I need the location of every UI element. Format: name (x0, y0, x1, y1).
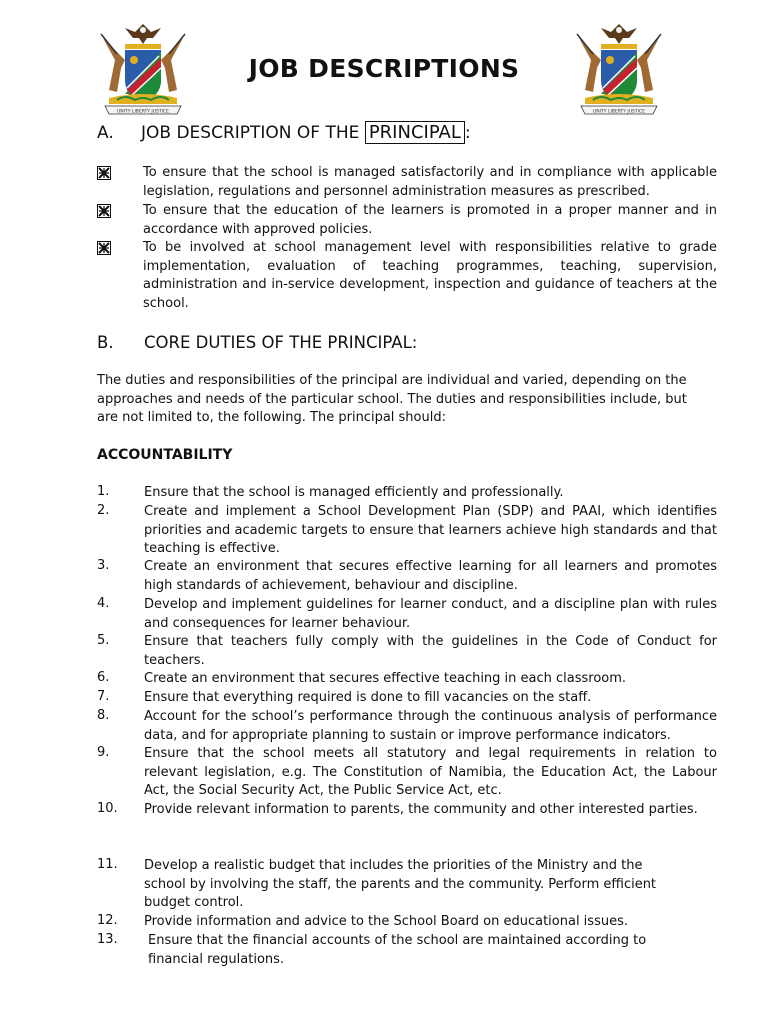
bullet-item (97, 164, 717, 201)
item-number: 1. (97, 484, 110, 499)
item-text: Create an environment that secures effective teaching in each classroom. (144, 671, 627, 686)
item-number: 4. (97, 596, 110, 611)
list-item (97, 745, 717, 801)
item-text: Develop and implement guidelines for learner conduct, and a discipline plan with rules and consequences for learner behaviour. (144, 597, 717, 631)
list-item (97, 932, 657, 969)
checkbox-bullet-icon (97, 241, 111, 255)
list-item (97, 708, 717, 745)
bullet-text: To ensure that the school is managed satisfactorily and in compliance with applicable legislation, regulations and personnel administration measures as prescribed. (143, 165, 717, 199)
heading-boxed-word: PRINCIPAL (365, 121, 465, 144)
item-number: 5. (97, 633, 110, 648)
heading-suffix: : (464, 123, 471, 143)
section-b-intro: The duties and responsibilities of the principal are individual and varied, depending on the approaches and needs of the particular school. The duties and responsibilities include, but are not limited to, the following. The principal should: (97, 373, 687, 426)
list-item (97, 503, 717, 559)
item-text: Ensure that teachers fully comply with the guidelines in the Code of Conduct for teachers. (144, 634, 717, 668)
list-item (97, 484, 717, 503)
item-text: Provide relevant information to parents, the community and other interested parties. (144, 802, 698, 817)
list-item (97, 596, 717, 633)
bullet-text: To be involved at school management level with responsibilities relative to grade implementation, evaluation of teaching programmes, teaching, supervision, administration and in-service development, inspection and guidance of teachers at the school. (143, 240, 717, 311)
item-text: Develop a realistic budget that includes the priorities of the Ministry and the school by involving the staff, the parents and the community. Perform efficient budget control. (144, 858, 657, 911)
accountability-subheading: ACCOUNTABILITY (97, 447, 233, 463)
item-number: 13. (97, 932, 118, 947)
item-number: 9. (97, 745, 110, 760)
bullet-text: To ensure that the education of the learners is promoted in a proper manner and in accordance with approved policies. (143, 203, 717, 237)
namibia-coat-of-arms-icon (571, 20, 667, 118)
bullet-item (97, 239, 717, 313)
list-item (97, 801, 717, 820)
item-number: 7. (97, 689, 110, 704)
item-text: Create and implement a School Development Plan (SDP) and PAAI, which identifies priorities and academic targets to ensure that learners achieve high standards and that teaching is effective. (144, 504, 717, 557)
item-text: Ensure that the school meets all statutory and legal requirements in relation to relevant legislation, e.g. The Constitution of Namibia, the Education Act, the Labour Act, the Social Security Act, the Public Service Act, etc. (144, 746, 717, 799)
item-number: 3. (97, 558, 110, 573)
page-title: JOB DESCRIPTIONS (248, 54, 520, 83)
list-item (97, 689, 717, 708)
item-number: 10. (97, 801, 118, 816)
item-text: Create an environment that secures effective learning for all learners and promotes high standards of achievement, behaviour and discipline. (144, 559, 717, 593)
item-number: 6. (97, 670, 110, 685)
heading-prefix: JOB DESCRIPTION OF THE (141, 123, 360, 143)
item-text: Ensure that the school is managed efficiently and professionally. (144, 485, 564, 500)
item-number: 12. (97, 913, 118, 928)
list-item (97, 913, 717, 932)
svg-text:UNITY LIBERTY JUSTICE: UNITY LIBERTY JUSTICE (117, 109, 169, 115)
list-item (97, 857, 657, 913)
bullet-item (97, 202, 717, 239)
section-b-heading (97, 333, 417, 352)
item-text: Provide information and advice to the School Board on educational issues. (144, 914, 628, 929)
list-item (97, 633, 717, 670)
checkbox-bullet-icon (97, 166, 111, 180)
checkbox-bullet-icon (97, 204, 111, 218)
item-text: Account for the school’s performance through the continuous analysis of performance data, and for appropriate planning to sustain or improve performance indicators. (144, 709, 717, 743)
item-text: Ensure that the financial accounts of the school are maintained according to financial regulations. (148, 933, 647, 967)
svg-text:UNITY LIBERTY JUSTICE: UNITY LIBERTY JUSTICE (593, 109, 645, 115)
item-number: 2. (97, 503, 110, 518)
item-number: 8. (97, 708, 110, 723)
section-letter: B. (97, 333, 114, 352)
section-letter: A. (97, 123, 114, 143)
section-a-heading (97, 122, 471, 143)
item-number: 11. (97, 857, 118, 872)
item-text: Ensure that everything required is done to fill vacancies on the staff. (144, 690, 592, 705)
heading-text: CORE DUTIES OF THE PRINCIPAL: (144, 333, 418, 352)
list-item (97, 558, 717, 595)
list-item (97, 670, 717, 689)
